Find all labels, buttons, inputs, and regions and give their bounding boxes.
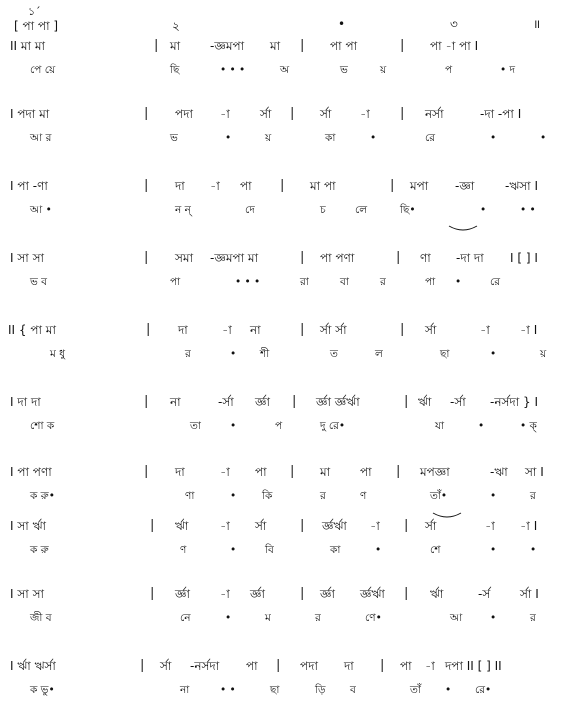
notation-token: -ঋা xyxy=(490,465,508,479)
notation-token: -া xyxy=(220,519,230,533)
notation-token: পা পা xyxy=(330,39,358,53)
lyric-token: আ র xyxy=(30,132,52,144)
notation-token: II { পা মা xyxy=(8,323,56,337)
lyric-token: • • xyxy=(520,204,536,216)
notation-token: পা -া পা I xyxy=(430,39,479,53)
notation-token: -র্সা xyxy=(218,395,234,409)
notation-token: -া I xyxy=(520,323,538,337)
lyric-token: • xyxy=(225,612,232,624)
lyric-line xyxy=(0,272,580,292)
lyric-token: ণে• xyxy=(365,612,382,624)
lyric-token: পা xyxy=(425,276,436,288)
lyric-token: র xyxy=(320,490,326,502)
notation-token: র্ঋা xyxy=(175,519,189,533)
notation-line xyxy=(0,584,580,604)
bar-line: | xyxy=(396,464,401,479)
lyric-token: ন ন্‌ xyxy=(175,204,191,216)
notation-line xyxy=(0,320,580,340)
notation-token: -া xyxy=(480,323,490,337)
notation-token: মপা xyxy=(410,179,429,193)
lyric-line xyxy=(0,416,580,436)
notation-token: -া xyxy=(360,107,370,121)
notation-token: পা পণা xyxy=(320,251,355,265)
notation-line xyxy=(0,104,580,124)
bar-line: | xyxy=(280,178,285,193)
lyric-token: ভ xyxy=(170,132,178,144)
lyric-token: ণা xyxy=(185,490,195,502)
slur-mark xyxy=(448,225,478,233)
notation-token: পা xyxy=(246,659,258,673)
lyric-token: কি xyxy=(262,490,273,502)
bar-line: | xyxy=(400,38,405,53)
lyric-token: রে xyxy=(490,276,501,288)
lyric-token: ছি xyxy=(170,64,180,76)
notation-token: র্সা xyxy=(260,107,272,121)
lyric-line xyxy=(0,486,580,506)
notation-token: দা xyxy=(175,465,185,479)
lyric-token: শী xyxy=(260,348,270,360)
notation-token: -জ্ঞা xyxy=(455,179,475,193)
notation-token: I সা সা xyxy=(10,251,44,265)
lyric-token: য় xyxy=(540,348,547,360)
lyric-token: ল xyxy=(375,348,383,360)
notation-token: র্জ্ঞা র্জ্ঞর্ঋা xyxy=(316,395,360,409)
lyric-token: দে xyxy=(245,204,255,216)
bar-line: | xyxy=(390,178,395,193)
bar-line: | xyxy=(154,38,159,53)
lyric-token: ক রু• xyxy=(30,490,55,502)
bar-line: | xyxy=(140,658,145,673)
lyric-token: আ • xyxy=(30,204,52,216)
bar-line: | xyxy=(144,464,149,479)
bar-line: | xyxy=(300,322,305,337)
lyric-token: না xyxy=(180,684,190,696)
notation-token: -নর্সদা } I xyxy=(490,395,539,409)
notation-token: সা I xyxy=(525,465,544,479)
lyric-token: • xyxy=(370,132,377,144)
notation-token: পদা xyxy=(175,107,193,121)
lyric-token: • xyxy=(230,348,237,360)
lyric-token: • xyxy=(490,544,497,556)
lyric-token: জী ব xyxy=(30,612,52,624)
lyric-token: চ xyxy=(320,204,326,216)
notation-token: না xyxy=(170,395,181,409)
lyric-token: কা xyxy=(325,132,336,144)
notation-token: -দা দা xyxy=(456,251,484,265)
lyric-token: ভ xyxy=(340,64,348,76)
lyric-token: • xyxy=(530,544,537,556)
notation-line xyxy=(0,176,580,196)
lyric-token: পে য়ে xyxy=(30,64,56,76)
header-row xyxy=(0,0,580,40)
lyric-token: • xyxy=(490,490,497,502)
lyric-token: • xyxy=(445,684,452,696)
notation-token: মা xyxy=(270,39,281,53)
bar-line: | xyxy=(380,658,385,673)
lyric-token: • xyxy=(480,204,487,216)
lyric-token: ছা xyxy=(440,348,450,360)
bar-line: | xyxy=(404,586,409,601)
bar-line: | xyxy=(146,322,151,337)
lyric-token: বি xyxy=(265,544,274,556)
lyric-token: • xyxy=(230,420,237,432)
notation-token: পা xyxy=(360,465,372,479)
notation-token: I পা -ণা xyxy=(10,179,48,193)
bar-line: | xyxy=(396,250,401,265)
lyric-token: ক ভু• xyxy=(30,684,55,696)
lyric-token: • xyxy=(540,132,547,144)
notation-token: র্সা xyxy=(425,519,437,533)
lyric-token: ক রু xyxy=(30,544,49,556)
notation-token: র্সা xyxy=(255,519,267,533)
bar-line: | xyxy=(144,250,149,265)
notation-token: র্সা I xyxy=(520,587,539,601)
lyric-line xyxy=(0,128,580,148)
lyric-token: ভ ব xyxy=(30,276,48,288)
bar-line: | xyxy=(300,586,305,601)
lyric-token: • • xyxy=(220,684,236,696)
lyric-line xyxy=(0,60,580,80)
notation-token: দা xyxy=(344,659,354,673)
lyric-token: য় xyxy=(380,64,387,76)
notation-token: -র্সা xyxy=(450,395,466,409)
lyric-token: ছি• xyxy=(400,204,416,216)
bar-line: | xyxy=(150,518,155,533)
notation-token: -ঋসা I xyxy=(505,179,539,193)
notation-token: র্সা xyxy=(160,659,172,673)
number-4: ॥ xyxy=(533,17,541,31)
lyric-token: • দ xyxy=(500,64,516,76)
lyric-line xyxy=(0,200,580,220)
bar-line: | xyxy=(290,464,295,479)
dot-1: • xyxy=(338,17,346,31)
bar-line: | xyxy=(404,394,409,409)
notation-token: -া I xyxy=(520,519,538,533)
bar-line: | xyxy=(144,106,149,121)
notation-token: র্ঋা xyxy=(418,395,432,409)
bar-line: | xyxy=(400,322,405,337)
notation-token: I র্ঋা ঋর্সা xyxy=(10,659,56,673)
notation-line xyxy=(0,516,580,536)
notation-token: পদা xyxy=(300,659,318,673)
lyric-token: যা xyxy=(435,420,445,432)
lyric-token: র xyxy=(185,348,191,360)
lyric-token: র xyxy=(530,612,536,624)
notation-token: র্জ্ঞর্ঋা xyxy=(322,519,347,533)
notation-line xyxy=(0,392,580,412)
notation-token: পা xyxy=(240,179,252,193)
notation-token: -দা -পা I xyxy=(480,107,522,121)
notation-token: দা xyxy=(175,179,185,193)
bar-line: | xyxy=(292,394,297,409)
lyric-token: রা xyxy=(300,276,309,288)
bar-line: | xyxy=(144,178,149,193)
lyric-token: • • • xyxy=(235,276,261,288)
bar-line: | xyxy=(400,106,405,121)
lyric-token: নে xyxy=(180,612,191,624)
number-2: ২ xyxy=(172,19,180,33)
bar-line: | xyxy=(144,394,149,409)
notation-token: র্সা র্সা xyxy=(320,323,347,337)
notation-token: না xyxy=(250,323,261,337)
notation-token: ণা xyxy=(420,251,431,265)
lyric-token: প xyxy=(275,420,283,432)
notation-token: দপা II [ ] II xyxy=(445,659,502,673)
lyric-token: • ক্‌ xyxy=(520,420,537,432)
lyric-token: কা xyxy=(330,544,341,556)
notation-token: I [ ] I xyxy=(510,251,538,265)
notation-token: -া xyxy=(485,519,495,533)
lyric-token: দু রে• xyxy=(320,420,346,432)
lyric-token: ণ xyxy=(360,490,367,502)
lyric-token: • • • xyxy=(220,64,246,76)
lyric-token: শে xyxy=(430,544,441,556)
lyric-token: র xyxy=(530,490,536,502)
notation-token: সমা xyxy=(175,251,194,265)
bar-line: | xyxy=(276,658,281,673)
lyric-token: • xyxy=(225,132,232,144)
lyric-line xyxy=(0,540,580,560)
notation-token: দা xyxy=(178,323,188,337)
lyric-token: ম xyxy=(265,612,271,624)
notation-token: -া xyxy=(220,587,230,601)
notation-token: -জ্ঞমপা xyxy=(210,39,245,53)
lyric-token: ণ xyxy=(180,544,187,556)
lyric-token: ব xyxy=(350,684,356,696)
lyric-token: রে xyxy=(425,132,436,144)
lyric-token: • xyxy=(490,612,497,624)
lyric-token: বা xyxy=(340,276,349,288)
notation-token: মা xyxy=(320,465,331,479)
notation-token: মা xyxy=(170,39,181,53)
lyric-token: • xyxy=(230,544,237,556)
lyric-token: • xyxy=(375,544,382,556)
notation-token: -া xyxy=(425,659,435,673)
notation-token: -া xyxy=(220,465,230,479)
notation-token: র্সা xyxy=(425,323,437,337)
lyric-line xyxy=(0,344,580,364)
notation-token: -া xyxy=(222,323,232,337)
lyric-token: ছা xyxy=(270,684,280,696)
notation-token: II মা মা xyxy=(10,39,45,53)
notation-token: -জ্ঞমপা মা xyxy=(210,251,259,265)
lyric-token: অ xyxy=(280,64,290,76)
bar-line: | xyxy=(404,518,409,533)
lyric-token: • xyxy=(490,132,497,144)
notation-token: র্জ্ঞা xyxy=(175,587,190,601)
notation-token: র্ঋা xyxy=(430,587,444,601)
lyric-token: রে• xyxy=(475,684,492,696)
notation-token: র্সা xyxy=(320,107,332,121)
lyric-token: আ xyxy=(450,612,463,624)
notation-token: I পা পণা xyxy=(10,465,52,479)
notation-token: নর্সা xyxy=(425,107,444,121)
bar-line: | xyxy=(300,518,305,533)
notation-token: -নর্সদা xyxy=(190,659,220,673)
lyric-line xyxy=(0,680,580,700)
notation-token: পা xyxy=(400,659,412,673)
notation-token: মা পা xyxy=(310,179,336,193)
notation-token: পা xyxy=(255,465,267,479)
lyric-token: লে xyxy=(355,204,368,216)
lyric-token: প xyxy=(445,64,453,76)
bar-line: | xyxy=(150,586,155,601)
notation-token: I পদা মা xyxy=(10,107,50,121)
notation-line xyxy=(0,656,580,676)
bracket-text: [ পা পা ] xyxy=(14,19,59,33)
notation-line xyxy=(0,248,580,268)
notation-token: I সা সা xyxy=(10,587,44,601)
lyric-token: তাঁ• xyxy=(430,490,448,502)
lyric-token: • xyxy=(230,490,237,502)
lyric-token: ড়ি xyxy=(315,684,326,696)
notation-token: -া xyxy=(210,179,220,193)
notation-token: I দা দা xyxy=(10,395,41,409)
lyric-token: • xyxy=(490,348,497,360)
bar-line: | xyxy=(290,106,295,121)
lyric-token: • xyxy=(478,420,485,432)
lyric-line xyxy=(0,608,580,628)
lyric-token: য় xyxy=(265,132,272,144)
lyric-token: পা xyxy=(170,276,181,288)
notation-token: I সা র্ঋা xyxy=(10,519,46,533)
lyric-token: র xyxy=(380,276,386,288)
notation-token: -া xyxy=(220,107,230,121)
notation-line xyxy=(0,36,580,56)
lyric-token: র xyxy=(315,612,321,624)
bar-line: | xyxy=(300,250,305,265)
notation-token: র্জ্ঞা xyxy=(320,587,335,601)
notation-line xyxy=(0,462,580,482)
notation-token: -া xyxy=(370,519,380,533)
notation-token: -র্স xyxy=(478,587,491,601)
lyric-token: • xyxy=(455,276,462,288)
lyric-token: ত xyxy=(330,348,338,360)
notation-token: মপজ্ঞা xyxy=(420,465,450,479)
bar-line: | xyxy=(300,38,305,53)
notation-token: র্জ্ঞা xyxy=(255,395,270,409)
lyric-token: ম ধু xyxy=(50,348,66,360)
number-3: ৩ xyxy=(450,17,458,31)
beat-number: ১´ xyxy=(28,5,41,18)
lyric-token: শো ক xyxy=(30,420,55,432)
lyric-token: তাঁ xyxy=(410,684,421,696)
notation-token: র্জ্ঞর্ঋা xyxy=(360,587,385,601)
notation-token: র্জ্ঞা xyxy=(250,587,265,601)
lyric-token: তা xyxy=(190,420,201,432)
